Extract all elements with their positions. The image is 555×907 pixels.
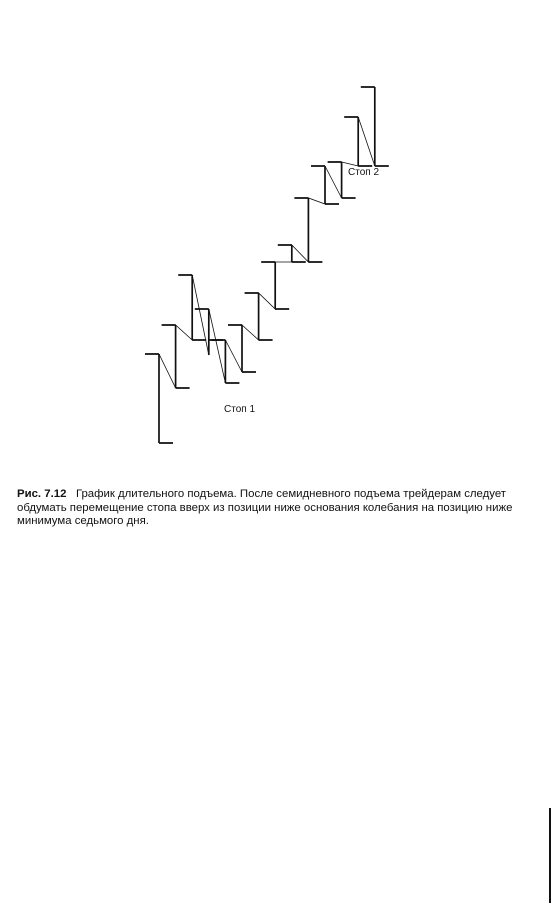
- figure-caption: [17, 488, 517, 529]
- stop-2-label: Стоп 2: [348, 167, 380, 178]
- stop-1-label: Стоп 1: [224, 404, 256, 415]
- margin-rule: [549, 808, 551, 903]
- swing-line: [159, 87, 375, 443]
- price-bars: [145, 87, 389, 443]
- caption-text: График длительного подъема. После семидневного подъема трейдерам следует обдумать перемещение стопа вверх из позиции ниже основания колебания на позицию ниже минимума седьмого дня.: [17, 488, 513, 527]
- caption-label: Рис. 7.12: [17, 488, 67, 500]
